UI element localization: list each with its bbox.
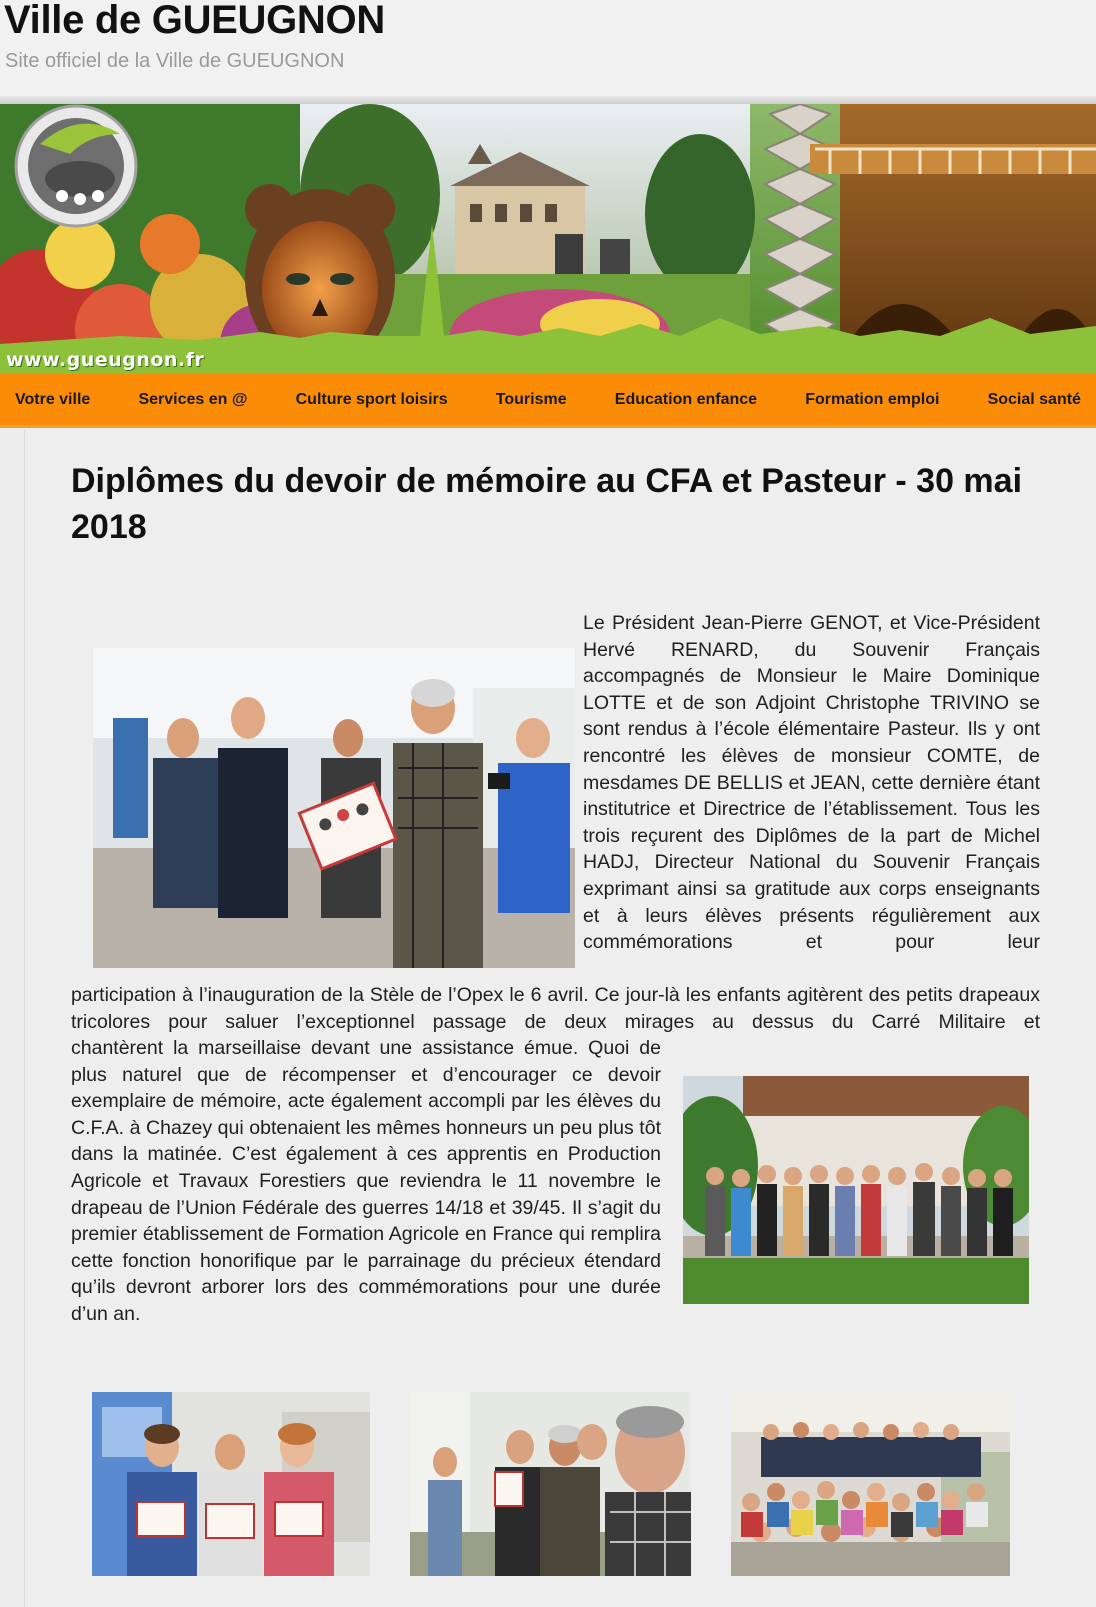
article-photo-diploma-handover[interactable] [93, 648, 575, 968]
nav-item-tourisme[interactable]: Tourisme [495, 390, 567, 408]
article-paragraph-2: participation à l’inauguration de la Stèle de l’Opex le 6 avril. Ce jour-là les enfants agitèrent des petits drapeaux tricolores pour saluer l’exceptionnel passage de deux mirages au dessus du Carré Militaire et [71, 984, 1040, 1033]
site-title[interactable]: Ville de GUEUGNON [4, 0, 385, 42]
article-paragraph-3: chantèrent la marseillaise devant une assistance émue. Quoi de plus naturel que de récompenser et d’encourager ce devoir exemplaire de mémoire, acte également accompli par les élèves du C.F.A. à Chazey qui obtenaient les mêmes honneurs un peu plus tôt dans la matinée. C’est également à ces apprentis en Production Agricole et Travaux Forestiers que reviendra le 11 novembre le drapeau de l’Union Fédérale des guerres 14/18 et 39/45. Il s’agit du premier établissement de Formation Agricole en France qui remplira cette fonction honorifique par le parrainage du précieux étendard qu’ils devront arborer lors des commémorations pour une durée d’un an. [71, 1037, 661, 1325]
nav-item-culture-sport-loisirs[interactable]: Culture sport loisirs [295, 390, 448, 408]
nav-item-formation-emploi[interactable]: Formation emploi [805, 390, 940, 408]
article-paragraph-1: Le Président Jean-Pierre GENOT, et Vice-Président Hervé RENARD, du Souvenir Français accompagnés de Monsieur le Maire Dominique LOTTE et de son Adjoint Christophe TRIVINO se sont rendus à l’école élémentaire Pasteur. Ils y ont rencontré les élèves de monsieur COMTE, de mesdames DE BELLIS et JEAN, cette dernière étant institutrice et Directrice de l’établissement. Tous les trois reçurent des Diplômes de la part de Michel HADJ, Directeur National du Souvenir Français exprimant ainsi sa gratitude aux corps enseignants et à leurs élèves présents régulièrement aux commémorations et pour leur [583, 612, 1040, 954]
banner-collage-image [0, 104, 1096, 374]
banner-url[interactable]: www.gueugnon.fr [6, 349, 205, 371]
article-photo-school-class[interactable] [731, 1392, 1010, 1576]
article-photo-ceremony-speakers[interactable] [410, 1392, 691, 1576]
main-nav [0, 374, 1096, 428]
nav-item-services[interactable]: Services en @ [138, 390, 248, 408]
site-header [0, 0, 1096, 104]
article-title: Diplômes du devoir de mémoire au CFA et Pasteur - 30 mai 2018 [71, 462, 1023, 546]
header-banner[interactable] [0, 104, 1096, 374]
article-content [24, 430, 1096, 1607]
article-photo-teachers-diplomas[interactable] [92, 1392, 370, 1576]
nav-item-education-enfance[interactable]: Education enfance [614, 390, 758, 408]
site-subtitle: Site officiel de la Ville de GUEUGNON [5, 50, 345, 72]
nav-item-votre-ville[interactable]: Votre ville [15, 390, 91, 408]
article-photo-group-outdoors[interactable] [683, 1076, 1029, 1304]
nav-item-social-sante[interactable]: Social santé [987, 390, 1081, 408]
